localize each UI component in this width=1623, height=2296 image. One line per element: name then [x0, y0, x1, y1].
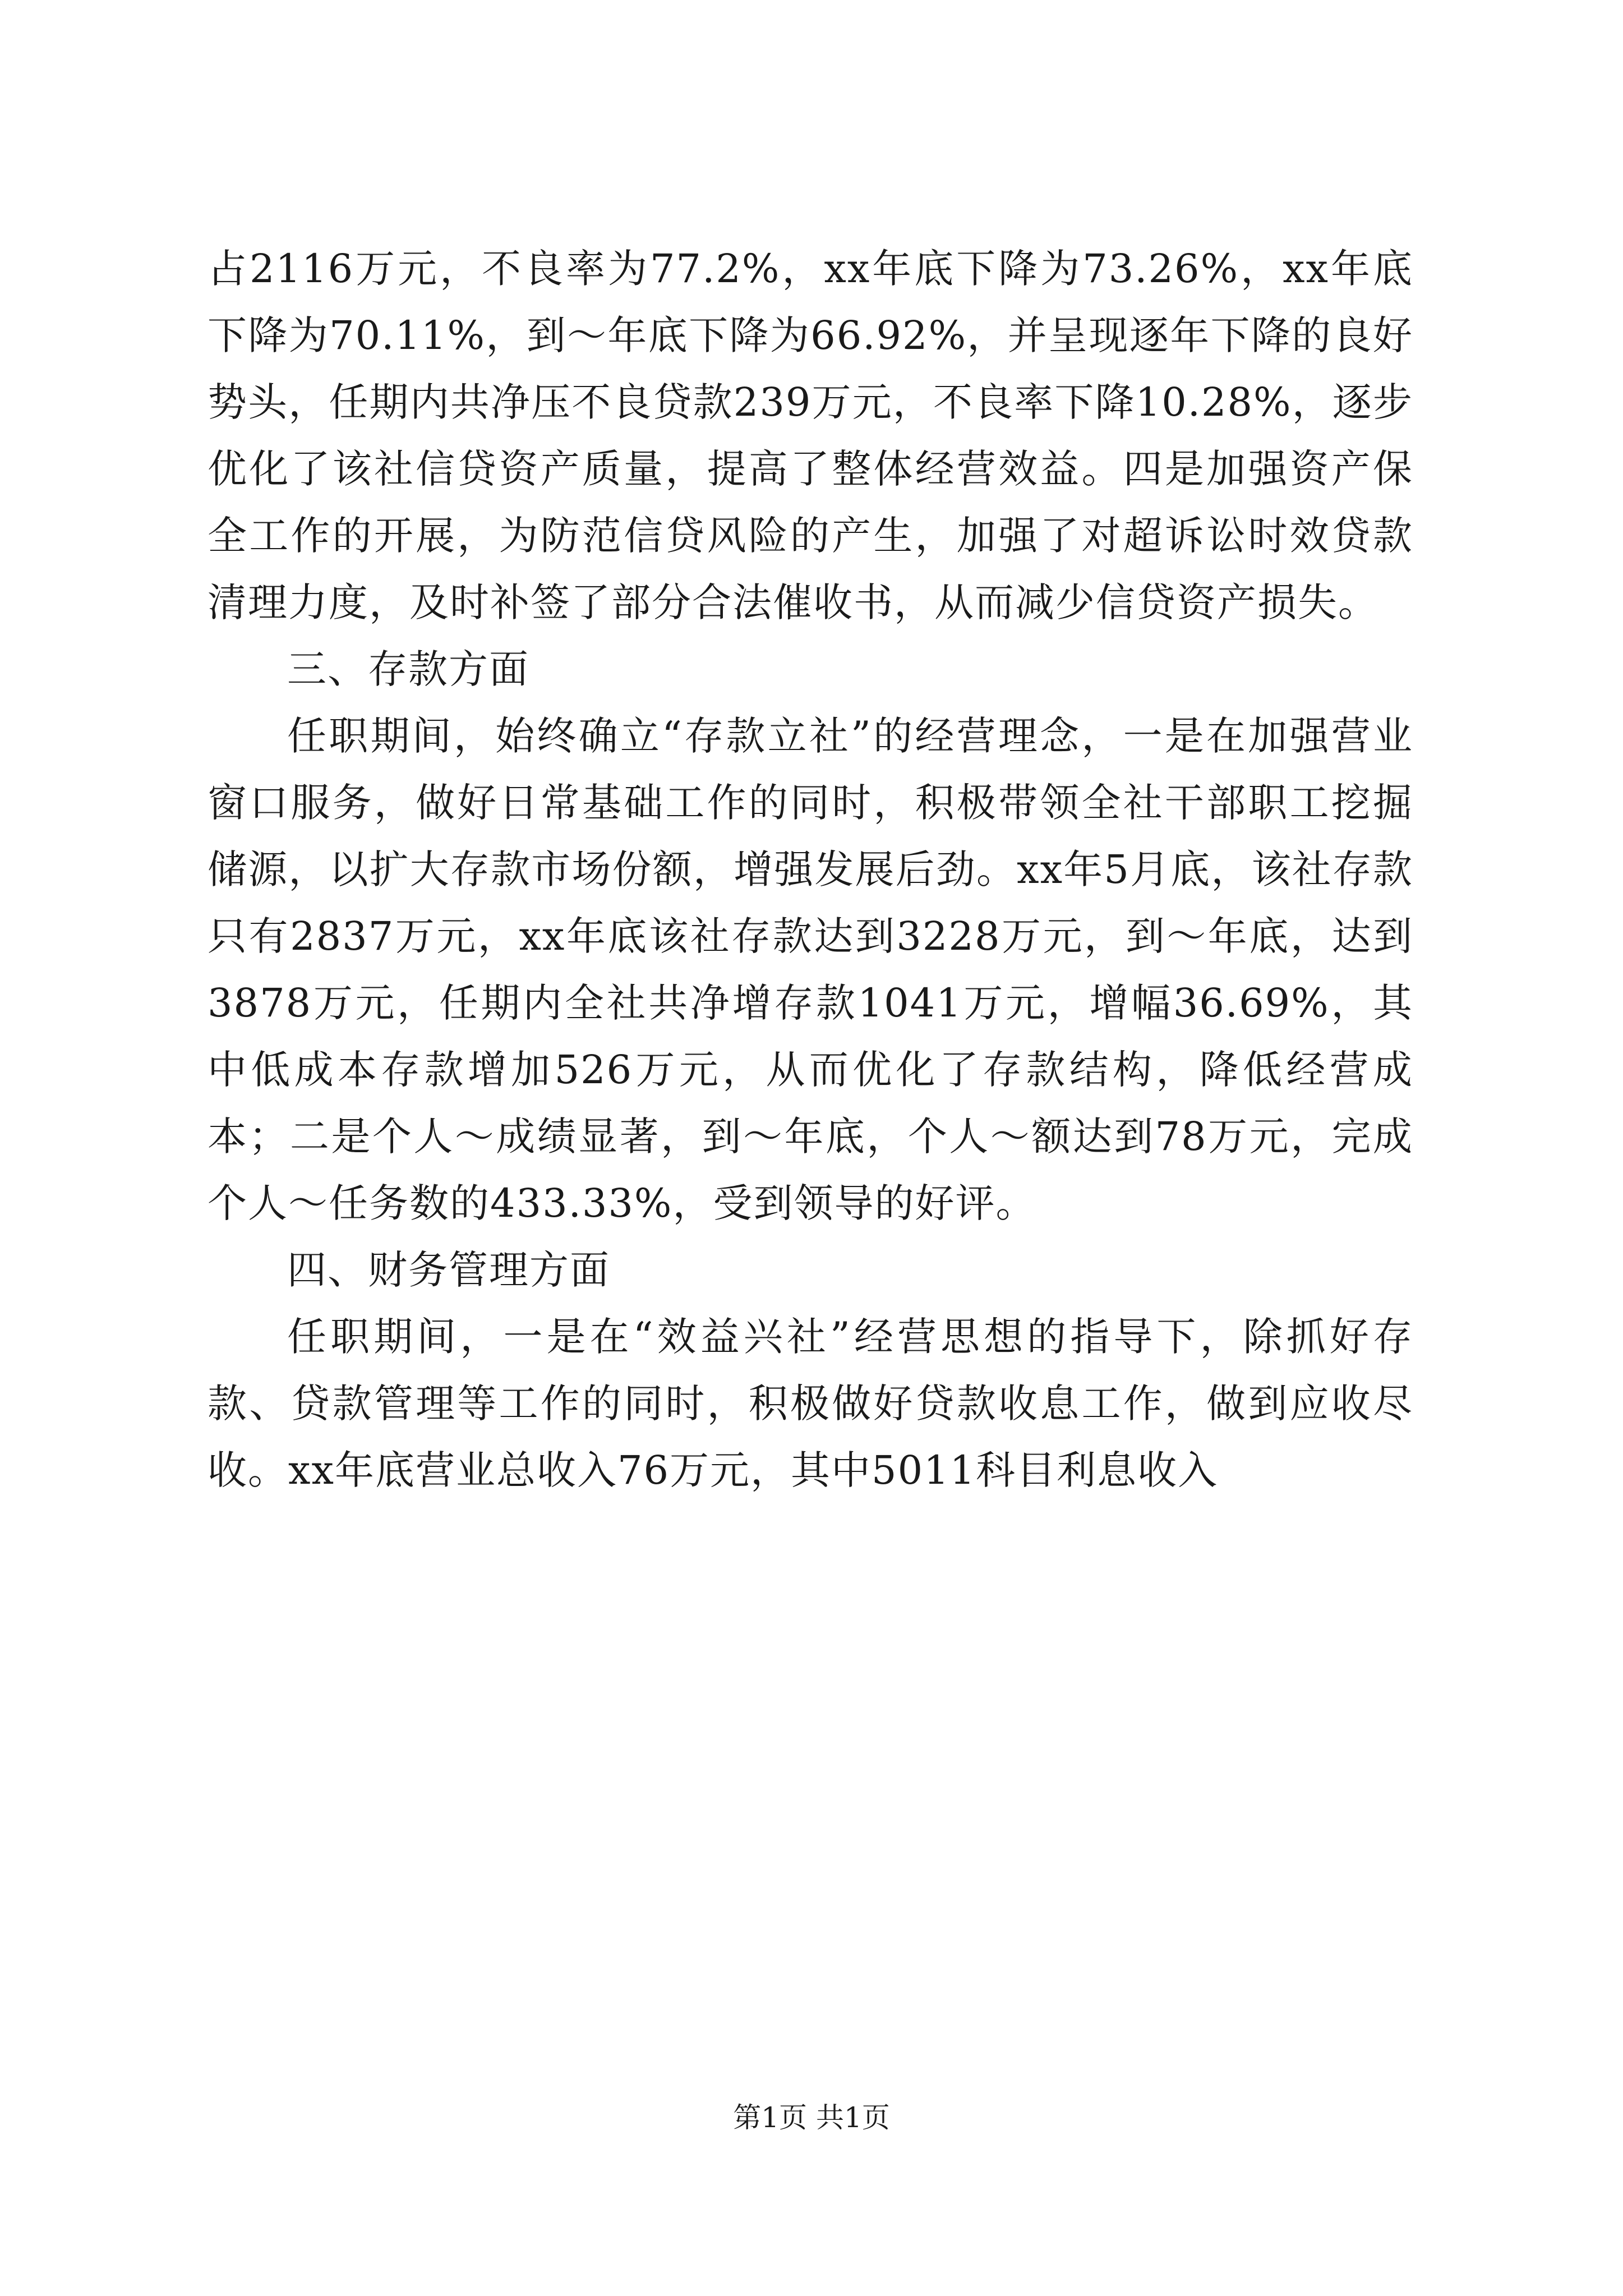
section-heading-deposits: 三、存款方面 [287, 646, 529, 692]
section-heading-finance: 四、财务管理方面 [287, 1247, 610, 1293]
page-footer: 第1页 共1页 [733, 2101, 890, 2134]
document-body [208, 236, 1413, 1504]
paragraph-finance: 任职期间，一是在“效益兴社”经营思想的指导下，除抓好存款、贷款管理等工作的同时，积极做好贷款收息工作，做到应收尽收。xx年底营业总收入76万元，其中5011科目利息收入 [208, 1314, 1413, 1493]
paragraph-loan-quality: 占2116万元，不良率为77.2%，xx年底下降为73.26%，xx年底下降为70.11%，到～年底下降为66.92%，并呈现逐年下降的良好势头，任期内共净压不良贷款239万元，不良率下降10.28%，逐步优化了该社信贷资产质量，提高了整体经营效益。四是加强资产保全工作的开展，为防范信贷风险的产生，加强了对超诉讼时效贷款清理力度，及时补签了部分合法催收书，从而减少信贷资产损失。 [208, 246, 1413, 625]
paragraph-deposits: 任职期间，始终确立“存款立社”的经营理念，一是在加强营业窗口服务，做好日常基础工作的同时，积极带领全社干部职工挖掘储源，以扩大存款市场份额，增强发展后劲。xx年5月底，该社存款只有2837万元，xx年底该社存款达到3228万元，到～年底，达到3878万元，任期内全社共净增存款1041万元，增幅36.69%，其中低成本存款增加526万元，从而优化了存款结构，降低经营成本；二是个人～成绩显著，到～年底，个人～额达到78万元，完成个人～任务数的433.33%，受到领导的好评。 [208, 713, 1413, 1226]
